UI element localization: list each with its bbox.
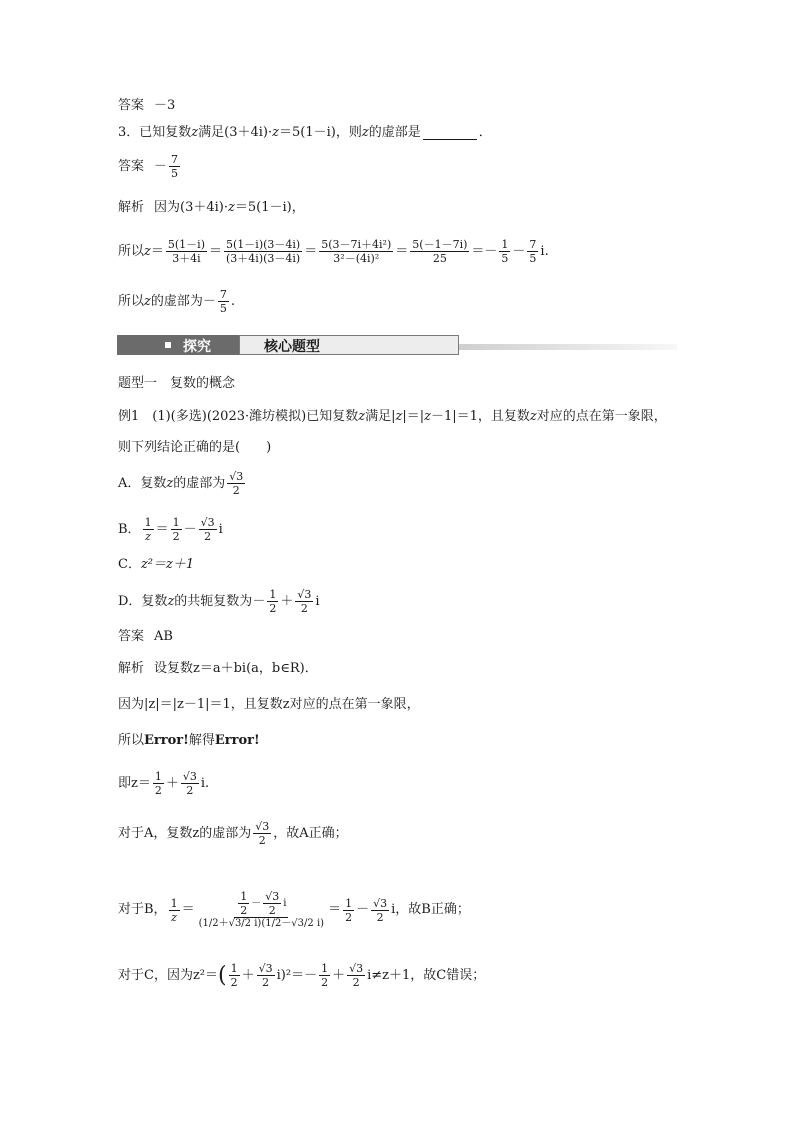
var-z: z bbox=[166, 475, 174, 491]
plus-sign: ＋ bbox=[165, 775, 179, 791]
solution-label: 解析 bbox=[118, 200, 145, 215]
fraction: $\frac{√3}{2}$ bbox=[229, 470, 244, 497]
solution-line-5 bbox=[118, 820, 348, 847]
solution-text: i≠z＋1，故C错误； bbox=[367, 967, 486, 983]
answer-value: AB bbox=[154, 629, 173, 644]
concl-text: 的虚部为 bbox=[150, 293, 203, 309]
question-3-conclusion bbox=[118, 288, 235, 315]
fraction: $\frac{1}{2}$ bbox=[230, 962, 238, 989]
plus-sign: ＋ bbox=[241, 967, 255, 983]
answer-label: 答案 bbox=[118, 98, 145, 113]
fraction: $\frac{√3}{2}$ bbox=[297, 588, 312, 615]
var-z: z bbox=[272, 125, 279, 140]
question-text: 的虚部是 bbox=[368, 125, 421, 140]
solution-text: ＝5(1－i)， bbox=[234, 200, 305, 215]
question-3-solution bbox=[118, 200, 305, 216]
imag-unit: i. bbox=[540, 243, 549, 259]
solution-text: ，故A正确； bbox=[273, 825, 348, 841]
question-3-equation: 所以 z ＝ $\frac{5(1-i)}{3+4i}$ ＝ $\frac{5(1-i)(3-4i)}{(3+4i)(3-4i)}$ ＝ $\frac{\text{5(3－7i＋4i²)}}{\text{3²－(4i)²}}$ ＝ $\frac{5(-1-7i)}{25}$ ＝－ $\frac{1}{5}$ － $\frac{7}{5}$ i. bbox=[118, 238, 549, 265]
var-z: z bbox=[167, 593, 175, 609]
option-a bbox=[118, 470, 247, 497]
fraction: $\frac{1}{z}$ bbox=[170, 896, 178, 924]
question-text: 已知复数 bbox=[139, 125, 192, 140]
fraction: $\frac{1}{2}$ bbox=[321, 962, 329, 989]
fraction: $\frac{√3}{2}$ bbox=[373, 896, 388, 924]
section-banner bbox=[117, 335, 677, 355]
period: . bbox=[230, 293, 236, 309]
previous-answer-line bbox=[118, 98, 175, 114]
option-text: 的虚部为 bbox=[173, 475, 226, 491]
ex-text: 例1 (1)(多选)(2023·潍坊模拟)已知复数 bbox=[118, 409, 359, 424]
solution-line-6 bbox=[118, 890, 470, 930]
fraction: $\frac{√3}{2}$ bbox=[349, 962, 364, 989]
banner-dark-block bbox=[117, 335, 239, 355]
fraction: $\frac{7}{5}$ bbox=[529, 238, 537, 265]
minus-sign: － bbox=[183, 521, 197, 537]
fraction: $\frac{1}{2}$ bbox=[345, 896, 353, 924]
topic-heading: 题型一 复数的概念 bbox=[118, 376, 236, 391]
option-lead: B． bbox=[118, 521, 141, 537]
fraction: $\frac{√3}{2}$ bbox=[255, 820, 270, 847]
solution-text: i)²＝－ bbox=[276, 967, 318, 983]
answer-blank bbox=[423, 127, 477, 140]
plus-sign: ＋ bbox=[332, 967, 346, 983]
equals: ＝ bbox=[328, 902, 342, 917]
solution-line-4 bbox=[118, 770, 209, 797]
fraction: $\frac{1}{2}$ bbox=[269, 588, 277, 615]
fraction: $\frac{1}{z}$ bbox=[144, 516, 152, 543]
example-1-line-2: 则下列结论正确的是( ) bbox=[118, 440, 272, 455]
question-text: 满足(3＋4i)· bbox=[198, 125, 273, 140]
solution-text: i，故B正确； bbox=[391, 902, 470, 917]
solution-text: 因为(3＋4i)· bbox=[154, 200, 228, 215]
option-d bbox=[118, 588, 320, 615]
left-paren: ( bbox=[218, 962, 227, 988]
option-lead: C． bbox=[118, 557, 141, 572]
option-c bbox=[118, 557, 194, 573]
fraction: $\frac{1}{2}$ bbox=[154, 770, 162, 797]
square-bullet-icon bbox=[165, 342, 171, 348]
fraction: $\frac{1}{2}$ bbox=[172, 516, 180, 543]
answer-label: 答案 bbox=[118, 629, 145, 644]
var-z: z bbox=[144, 243, 151, 259]
solution-line-7 bbox=[118, 962, 485, 989]
fraction: $\frac{\text{5(3－7i＋4i²)}}{\text{3²－(4i)²}}$ bbox=[321, 238, 392, 265]
var-z: z bbox=[395, 409, 403, 424]
solution-text: 对于B， bbox=[118, 902, 167, 917]
equals: ＝ bbox=[181, 902, 195, 917]
solution-label: 解析 bbox=[118, 661, 145, 676]
question-3 bbox=[118, 125, 492, 141]
fraction: $\frac{5(1-i)(3-4i)}{(3+4i)(3-4i)}$ bbox=[226, 238, 301, 265]
option-text: 的共轭复数为 bbox=[174, 593, 253, 609]
var-z: z bbox=[424, 409, 431, 424]
option-lead: A．复数 bbox=[118, 475, 167, 491]
example-1-line-1 bbox=[118, 409, 667, 425]
answer-label: 答案 bbox=[118, 158, 145, 174]
answer-value: －3 bbox=[154, 98, 176, 113]
concl-text: 所以 bbox=[118, 293, 145, 309]
minus-sign: － bbox=[202, 293, 216, 309]
minus-sign: － bbox=[154, 158, 168, 174]
fraction: $\frac{√3}{2}$ bbox=[200, 516, 215, 543]
option-lead: D．复数 bbox=[118, 593, 168, 609]
fraction: $\frac{√3}{2}$ bbox=[182, 770, 197, 797]
solution-text: 对于C，因为z²＝ bbox=[118, 967, 219, 983]
var-z: z bbox=[358, 409, 366, 424]
ex-text: 满足| bbox=[365, 409, 396, 424]
question-3-answer bbox=[118, 153, 182, 180]
banner-title-explore: 探究 bbox=[183, 339, 211, 355]
solution-text: 解得 bbox=[188, 733, 215, 748]
plus-sign: ＋ bbox=[280, 593, 294, 609]
banner-title-core: 核心题型 bbox=[264, 339, 320, 355]
var-z: z bbox=[361, 125, 369, 140]
fraction: $\frac{√3}{2}$ bbox=[258, 962, 273, 989]
var-z: z bbox=[144, 293, 151, 309]
fraction: $\frac{5(1-i)}{3+4i}$ bbox=[167, 238, 205, 265]
period: ． bbox=[478, 125, 492, 140]
question-text: ＝5(1－i)，则 bbox=[279, 125, 362, 140]
fraction: $\frac{5(-1-7i)}{25}$ bbox=[412, 238, 468, 265]
ex-text: |＝| bbox=[402, 409, 425, 424]
option-text: z²＝z＋1 bbox=[140, 557, 195, 572]
imag-unit: i bbox=[315, 593, 320, 609]
ex-text: －1|＝1，且复数 bbox=[430, 409, 530, 424]
minus-sign: － bbox=[356, 902, 370, 917]
var-z: z bbox=[228, 200, 235, 215]
imag-unit: i. bbox=[200, 775, 210, 791]
fraction: $\frac{7}{5}$ bbox=[171, 153, 179, 180]
var-z: z bbox=[191, 125, 199, 140]
question-number: 3． bbox=[118, 125, 140, 140]
solution-line-3 bbox=[118, 733, 260, 749]
solution-text: 即z＝ bbox=[118, 775, 151, 791]
solution-text: 所以 bbox=[118, 733, 145, 748]
solution-line-2: 因为|z|＝|z－1|＝1，且复数z对应的点在第一象限， bbox=[118, 697, 420, 712]
option-b bbox=[118, 516, 223, 543]
fraction: $\frac{7}{5}$ bbox=[219, 288, 227, 315]
error-text: Error! bbox=[214, 733, 260, 748]
eq-prefix: 所以 bbox=[118, 243, 145, 259]
solution-text: 对于A，复数z的虚部为 bbox=[118, 825, 252, 841]
solution-line-1 bbox=[118, 661, 318, 677]
var-z: z bbox=[529, 409, 537, 424]
error-text: Error! bbox=[144, 733, 189, 748]
big-fraction: $\frac{1}{2}$ － $\frac{√3}{2}$ i (1/2＋√3/2 i)(1/2－√3/2 i) bbox=[198, 890, 325, 929]
example-1-answer bbox=[118, 629, 173, 645]
equals: ＝ bbox=[155, 521, 169, 537]
fraction: $\frac{1}{5}$ bbox=[501, 238, 509, 265]
solution-text: 设复数z＝a＋bi(a，b∈R)． bbox=[154, 661, 318, 676]
ex-text: 对应的点在第一象限， bbox=[536, 409, 667, 424]
minus-sign: － bbox=[252, 593, 266, 609]
banner-gradient-bar bbox=[459, 344, 677, 350]
imag-unit: i bbox=[218, 521, 223, 537]
